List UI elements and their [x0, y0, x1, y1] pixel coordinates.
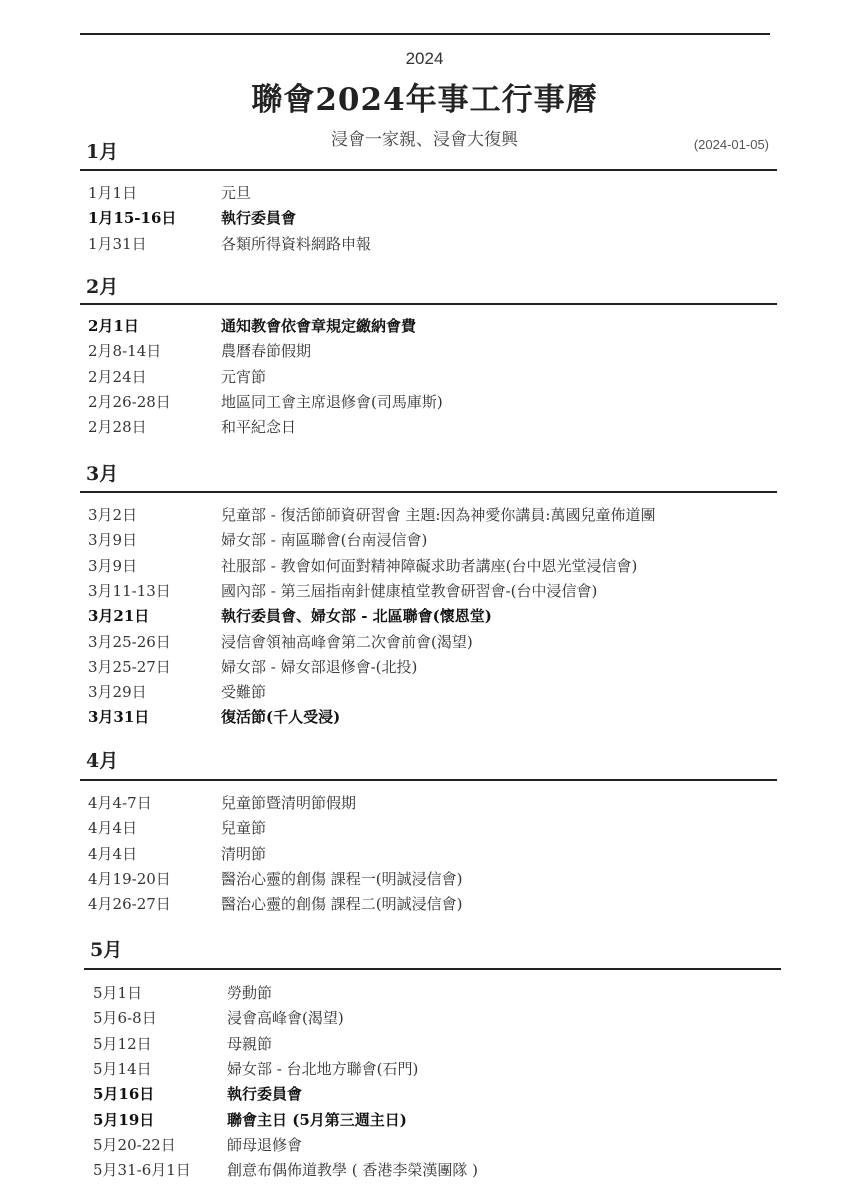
event-date: 2月26-28日	[88, 392, 171, 411]
event-date: 3月9日	[88, 531, 138, 550]
event-date: 4月4日	[88, 844, 138, 863]
event-date: 5月20-22日	[93, 1135, 176, 1154]
year-label: 2024	[405, 49, 444, 68]
event-name: 創意布偶佈道教學 ( 香港李榮漢團隊 )	[227, 1161, 479, 1180]
event-date: 1月1日	[88, 184, 138, 202]
event-date: 3月21日	[88, 607, 150, 626]
event-name: 母親節	[227, 1034, 273, 1053]
event-date: 3月25-27日	[88, 657, 171, 676]
event-name: 聯會主日 (5月第三週主日)	[227, 1110, 407, 1129]
event-date: 2月8-14日	[88, 342, 162, 361]
event-date: 5月31-6月1日	[93, 1161, 191, 1180]
event-date: 5月6-8日	[93, 1009, 157, 1028]
event-name: 地區同工會主席退修會(司馬庫斯)	[221, 392, 443, 411]
event-name: 國內部 - 第三屆指南針健康植堂教會研習會-(台中浸信會)	[221, 581, 598, 600]
event-name: 清明節	[221, 844, 267, 863]
month-heading: 4月	[86, 750, 119, 772]
month-divider	[80, 303, 777, 305]
month-heading: 5月	[90, 939, 123, 961]
event-date: 3月11-13日	[88, 581, 171, 600]
month-divider	[80, 779, 777, 781]
event-date: 1月31日	[88, 234, 147, 253]
event-name: 執行委員會	[227, 1085, 303, 1104]
event-name: 勞動節	[227, 984, 273, 1002]
month-heading: 2月	[86, 276, 119, 298]
event-name: 浸會高峰會(渴望)	[227, 1009, 344, 1028]
event-name: 元宵節	[221, 367, 267, 386]
event-date: 4月4日	[88, 819, 138, 838]
event-date: 3月2日	[88, 506, 138, 524]
event-date: 1月15-16日	[88, 209, 177, 228]
event-name: 兒童節暨清明節假期	[221, 794, 357, 812]
event-name: 執行委員會	[221, 209, 297, 228]
month-heading: 1月	[86, 141, 119, 163]
event-date: 2月1日	[88, 317, 139, 335]
top-rule	[80, 33, 770, 35]
event-date: 2月24日	[88, 367, 147, 386]
event-name: 兒童節	[221, 819, 267, 838]
event-name: 農曆春節假期	[221, 342, 312, 361]
page-title: 聯會2024年事工行事曆	[251, 82, 598, 118]
month-heading: 3月	[86, 463, 119, 485]
event-date: 5月14日	[93, 1059, 152, 1078]
event-name: 執行委員會、婦女部 - 北區聯會(懷恩堂)	[221, 607, 492, 626]
event-name: 婦女部 - 婦女部退修會-(北投)	[221, 657, 418, 676]
event-name: 社服部 - 教會如何面對精神障礙求助者講座(台中恩光堂浸信會)	[221, 556, 638, 575]
event-name: 各類所得資料網路申報	[221, 234, 372, 253]
event-date: 5月12日	[93, 1034, 152, 1053]
event-date: 2月28日	[88, 418, 147, 437]
event-date: 3月9日	[88, 556, 138, 575]
event-date: 5月19日	[93, 1110, 155, 1129]
month-divider	[84, 968, 781, 970]
event-name: 醫治心靈的創傷 課程一(明誠浸信會)	[221, 869, 463, 888]
date-stamp: (2024-01-05)	[693, 137, 769, 152]
month-divider	[80, 491, 777, 493]
event-name: 復活節(千人受浸)	[221, 708, 341, 727]
event-name: 兒童部 - 復活節師資研習會 主題:因為神愛你講員:萬國兒童佈道團	[221, 506, 656, 524]
event-date: 3月29日	[88, 683, 147, 702]
event-name: 醫治心靈的創傷 課程二(明誠浸信會)	[221, 895, 463, 914]
month-divider	[80, 169, 777, 171]
event-date: 3月31日	[88, 708, 150, 727]
event-name: 師母退修會	[227, 1135, 303, 1154]
event-name: 婦女部 - 台北地方聯會(石門)	[227, 1059, 419, 1078]
event-name: 元旦	[221, 184, 252, 202]
event-date: 4月4-7日	[88, 794, 152, 812]
event-name: 通知教會依會章規定繳納會費	[221, 317, 417, 335]
event-name: 和平紀念日	[221, 418, 297, 437]
event-date: 5月16日	[93, 1085, 155, 1104]
event-name: 受難節	[221, 683, 267, 702]
page-subtitle: 浸會一家親、浸會大復興	[331, 130, 518, 150]
event-date: 4月26-27日	[88, 895, 171, 914]
event-date: 5月1日	[93, 984, 143, 1002]
event-name: 婦女部 - 南區聯會(台南浸信會)	[221, 531, 428, 550]
event-date: 4月19-20日	[88, 869, 171, 888]
event-name: 浸信會領袖高峰會第二次會前會(渴望)	[221, 632, 473, 651]
event-date: 3月25-26日	[88, 632, 171, 651]
